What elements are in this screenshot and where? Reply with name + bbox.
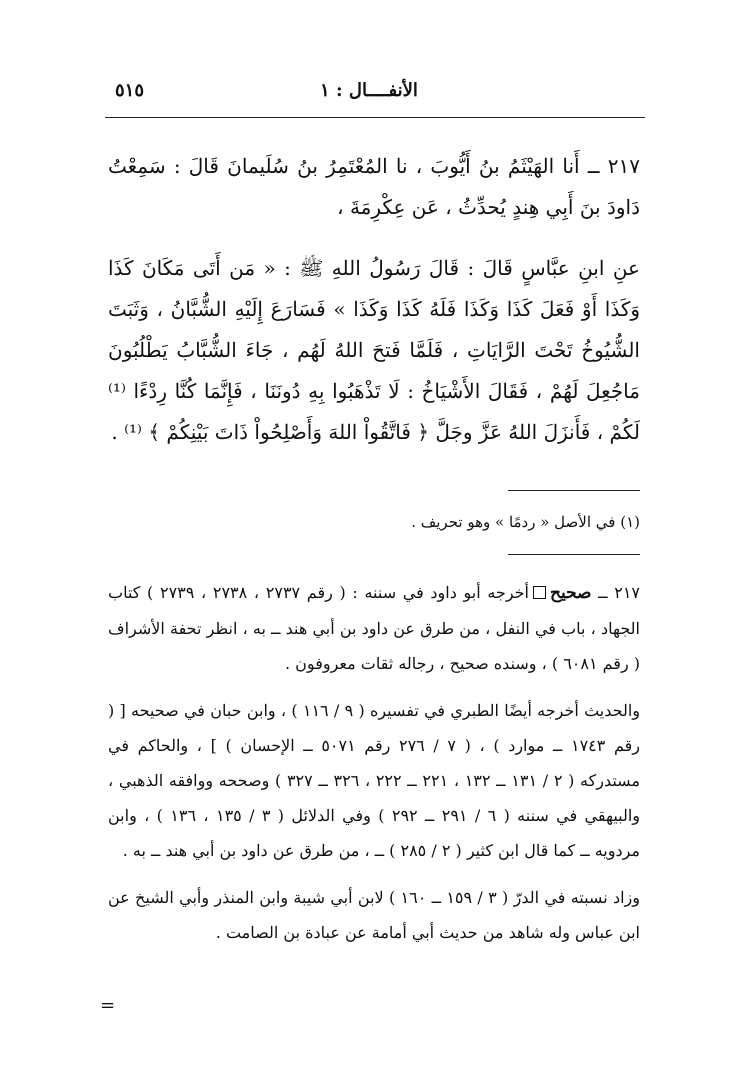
footnote xyxy=(108,507,640,537)
commentary-paragraph-1 xyxy=(108,575,640,681)
page-number: ٥١٥ xyxy=(115,80,145,101)
square-icon xyxy=(533,586,546,599)
running-title: الأنفــــال : ١ xyxy=(320,80,418,101)
header-rule xyxy=(105,117,645,118)
footnote-text: (١) في الأصل « ردمًا » وهو تحريف . xyxy=(411,513,640,531)
page-header xyxy=(115,78,623,110)
commentary-separator xyxy=(508,554,640,555)
hadith-text xyxy=(108,146,640,473)
hadith-matn: عنِ ابنِ عبَّاسٍ قَالَ : قَالَ رَسُولُ اللهِ ﷺ : « مَن أَتَى مَكَانَ كَذَا وَكَذَا أَوْ فَعَلَ كَذَا وَكَذَا فَلَهُ كَذَا وَكَذَا » فَسَارَعَ إِلَيْهِ الشُّبَّانُ ، وَثَبَتَ الشُّيُوخُ تَحْتَ الرَّايَاتِ ، فَلَمَّا فَتحَ اللهُ لَهُم ، جَاءَ الشُّبَّابُ يَطْلُبُونَ مَاجُعِلَ لَهُمْ ، فَقَالَ الأَشْيَاخُ : لَا تَذْهَبُوا بِهِ دُونَنَا ، فَإِنَّمَا كُنَّا رِدْءًا ⁽¹⁾ لَكُمْ ، فَأَنزَلَ اللهُ عَزَّ وجَلَّ ﴿ فَاتَّقُواْ اللهَ وَأَصْلِحُواْ ذَاتَ بَيْنِكُمْ ﴾ ⁽¹⁾ . xyxy=(108,256,640,444)
grade-label: صحيح xyxy=(549,583,592,603)
commentary-paragraph-2: والحديث أخرجه أيضًا الطبري في تفسيره ( ٩ / ١١٦ ) ، وابن حبان في صحيحه [ ( رقم ١٧٤٣ ــ موارد ) ، ( ٧ / ٢٧٦ رقم ٥٠٧١ ــ الإحسان ) ] ، والحاكم في مستدركه ( ٢ / ١٣١ ــ ١٣٢ ، ٢٢١ ــ ٢٢٢ ، ٣٢٦ ــ ٣٢٧ ) وصححه ووافقه الذهبي ، والبيهقي في سننه ( ٦ / ٢٩١ ــ ٢٩٢ ) وفي الدلائل ( ٣ / ١٣٥ ، ١٣٦ ) ، وابن مردويه ــ كما قال ابن كثير ( ٢ / ٢٨٥ ) ــ ، من طرق عن داود بن أبي هند ــ به . xyxy=(108,701,641,860)
footnote-separator xyxy=(508,490,640,491)
hadith-isnad: ٢١٧ ــ أَنا الهَيْثَمُ بنُ أَيُّوبَ ، نا المُعْتَمِرُ بنُ سُلَيمانَ قَالَ : سَمِعْتُ دَاودَ بنَ أَبِي هِندٍ يُحدِّثُ ، عَن عِكْرِمَةَ ، xyxy=(108,154,640,219)
commentary-number: ٢١٧ ــ xyxy=(598,583,640,602)
commentary-text-1: أخرجه أبو داود في سننه : ( رقم ٢٧٣٧ ، ٢٧٣٨ ، ٢٧٣٩ ) كتاب الجهاد ، باب في النفل ، من طرق عن داود بن أبي هند ــ به ، انظر تحفة الأشراف ( رقم ٦٠٨١ ) ، وسنده صحيح ، رجاله ثقات معروفون . xyxy=(108,583,641,673)
continuation-mark: = xyxy=(100,995,116,1016)
commentary xyxy=(108,575,640,962)
commentary-paragraph-3: وزاد نسبته في الدرّ ( ٣ / ١٥٩ ــ ١٦٠ ) لابن أبي شيبة وابن المنذر وأبي الشيخ عن ابن عباس وله شاهد من حديث أبي أمامة عن عبادة بن الصامت . xyxy=(108,888,640,942)
